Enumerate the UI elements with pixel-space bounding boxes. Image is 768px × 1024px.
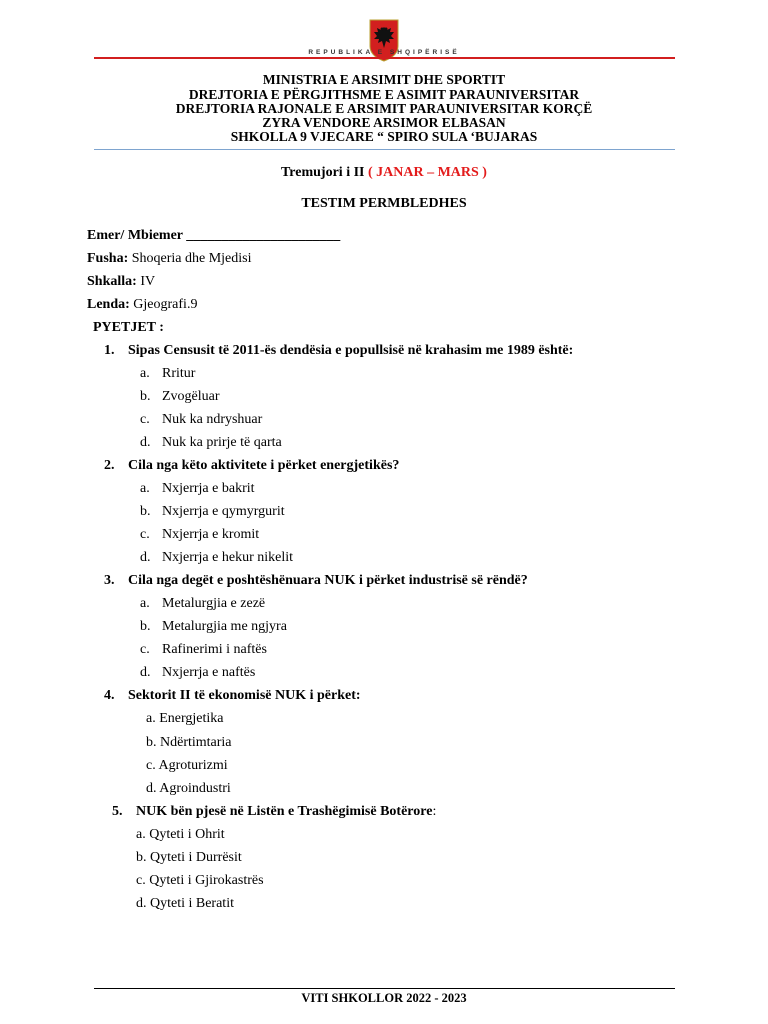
option-letter: c. [140,527,150,542]
lenda-field [87,297,197,313]
option-letter: d. [140,665,151,680]
header-line-directorate-general: DREJTORIA E PËRGJITHSME E ASIMIT PARAUNIVERSITAR [188,87,580,102]
option-letter: a. [140,366,150,381]
option-2b [140,504,285,520]
option-text: Qyteti i Ohrit [149,827,225,842]
option-3a [140,596,265,612]
option-4b [146,735,232,751]
option-letter: b. [140,389,151,404]
question-number: 3. [104,573,115,588]
option-text: Nuk ka prirje të qarta [162,435,282,450]
option-letter: c. [140,642,150,657]
question-text: Cila nga degët e poshtëshënuara NUK i përket industrisë së rëndë? [128,573,528,588]
option-letter: a. [136,827,146,842]
shkalla-label: Shkalla: [87,274,137,289]
option-letter: d. [146,781,157,796]
republika-caption: REPUBLIKA E SHQIPËRISË [308,49,460,56]
header-line-office: ZYRA VENDORE ARSIMOR ELBASAN [262,115,506,130]
question-5 [112,804,436,820]
question-4 [104,688,361,704]
option-1a [140,366,195,382]
option-text: Nxjerrja e naftës [162,665,256,680]
option-letter: c. [146,758,156,773]
option-text: Zvogëluar [162,389,220,404]
header-line-ministry: MINISTRIA E ARSIMIT DHE SPORTIT [262,72,506,87]
question-text: NUK bën pjesë në Listën e Trashëgimisë Botërore [136,804,433,819]
option-text: Agroindustri [159,781,231,796]
option-letter: b. [140,504,151,519]
option-4d [146,781,231,797]
term-prefix: Tremujori i II [281,165,368,180]
option-letter: a. [140,481,150,496]
option-5c [136,873,264,889]
option-text: Energjetika [159,711,224,726]
question-number: 2. [104,458,115,473]
question-3 [104,573,528,589]
option-4a [146,711,224,727]
shkalla-value: IV [136,274,156,289]
term-months: ( JANAR – MARS ) [367,165,487,180]
option-letter: c. [140,412,150,427]
option-5b [136,850,242,866]
option-2a [140,481,255,497]
option-text: Nxjerrja e qymyrgurit [162,504,285,519]
question-number: 5. [112,804,123,819]
question-text: Sipas Censusit të 2011-ës dendësia e popullsisë në krahasim me 1989 është: [128,343,574,358]
option-letter: a. [140,596,150,611]
option-letter: d. [140,435,151,450]
header-blue-divider [94,149,675,150]
option-letter: d. [140,550,151,565]
option-letter: a. [146,711,156,726]
fusha-value: Shoqeria dhe Mjedisi [128,251,252,266]
option-4c [146,758,228,774]
option-text: Ndërtimtaria [160,735,232,750]
option-text: Qyteti i Beratit [150,896,234,911]
option-text: Metalurgjia me ngjyra [162,619,287,634]
option-text: Metalurgjia e zezë [162,596,266,611]
option-letter: b. [140,619,151,634]
footer-school-year: VITI SHKOLLOR 2022 - 2023 [301,991,467,1005]
header-line-school: SHKOLLA 9 VJECARE “ SPIRO SULA ‘BUJARAS [230,129,538,144]
question-text: Sektorit II të ekonomisë NUK i përket: [128,688,361,703]
option-text: Qyteti i Durrësit [150,850,242,865]
test-title: TESTIM PERMBLEDHES [301,196,467,211]
option-text: Nuk ka ndryshuar [162,412,263,427]
option-1b [140,389,220,405]
term-heading [0,165,768,181]
option-1c [140,412,262,428]
question-suffix: : [432,804,437,819]
fusha-field [87,251,252,267]
option-3c [140,642,267,658]
option-text: Nxjerrja e kromit [162,527,260,542]
shkalla-field [87,274,155,290]
option-text: Agroturizmi [158,758,228,773]
question-1 [104,343,573,359]
question-2 [104,458,399,474]
lenda-value: Gjeografi.9 [129,297,198,312]
option-1d [140,435,282,451]
option-text: Rafinerimi i naftës [162,642,267,657]
question-number: 4. [104,688,115,703]
option-2d [140,550,293,566]
option-text: Rritur [162,366,196,381]
footer-divider [94,988,675,989]
lenda-label: Lenda: [87,297,130,312]
questions-heading: PYETJET : [93,320,164,335]
option-3b [140,619,287,635]
name-field: Emer/ Mbiemer ______________________ [87,228,341,243]
fusha-label: Fusha: [87,251,129,266]
question-text: Cila nga këto aktivitete i përket energjetikës? [128,458,400,473]
option-text: Qyteti i Gjirokastrës [149,873,264,888]
option-2c [140,527,259,543]
option-letter: c. [136,873,146,888]
header-red-divider [94,57,675,59]
header-line-directorate-regional: DREJTORIA RAJONALE E ARSIMIT PARAUNIVERSITAR KORÇË [175,101,593,116]
option-3d [140,665,255,681]
option-5d [136,896,234,912]
option-letter: d. [136,896,147,911]
option-5a [136,827,225,843]
option-letter: b. [146,735,157,750]
option-letter: b. [136,850,147,865]
option-text: Nxjerrja e hekur nikelit [162,550,294,565]
question-number: 1. [104,343,115,358]
option-text: Nxjerrja e bakrit [162,481,255,496]
